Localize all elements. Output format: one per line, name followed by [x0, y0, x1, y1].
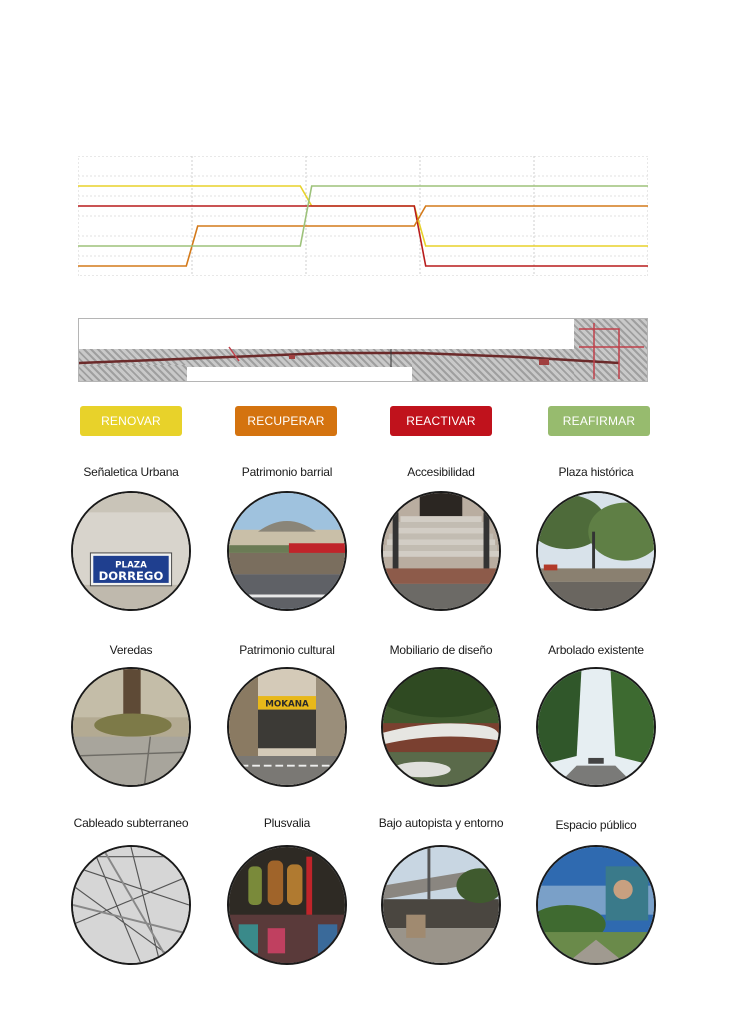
renovar-button[interactable]: RENOVAR [80, 406, 182, 436]
item-label-espacio-publico: Espacio público [555, 818, 637, 832]
photo-bajo-autopista [381, 845, 501, 965]
sign-mokana-text: MOKANA [265, 699, 309, 710]
sign-dorrego-text: DORREGO [98, 569, 164, 583]
photo-arbolado [536, 667, 656, 787]
photo-plusvalia [227, 845, 347, 965]
item-label-bajo-autopista: Bajo autopista y entorno [378, 816, 504, 830]
line-chart [78, 156, 648, 276]
photo-patrimonio-barrial [227, 491, 347, 611]
item-label-cableado: Cableado subterraneo [73, 816, 189, 830]
reactivar-button[interactable]: REACTIVAR [390, 406, 492, 436]
item-label-patrimonio-barrial: Patrimonio barrial [241, 465, 333, 479]
item-label-patrimonio-cultural: Patrimonio cultural [239, 643, 335, 657]
photo-patrimonio-cultural [227, 667, 347, 787]
item-label-veredas: Veredas [109, 643, 153, 657]
route-map [78, 318, 648, 382]
item-label-senaletica: Señaletica Urbana [83, 465, 179, 479]
item-label-mobiliario: Mobiliario de diseño [389, 643, 493, 657]
route-line [79, 319, 648, 382]
photo-veredas [71, 667, 191, 787]
photo-mobiliario [381, 667, 501, 787]
photo-cableado [71, 845, 191, 965]
item-label-plaza-historica: Plaza histórica [558, 465, 634, 479]
recuperar-button[interactable]: RECUPERAR [235, 406, 337, 436]
photo-accesibilidad [381, 491, 501, 611]
item-label-accesibilidad: Accesibilidad [407, 465, 475, 479]
photo-senaletica [71, 491, 191, 611]
item-label-arbolado: Arbolado existente [548, 643, 644, 657]
sign-plaza-text: PLAZA [115, 560, 147, 571]
photo-espacio-publico [536, 845, 656, 965]
reafirmar-button[interactable]: REAFIRMAR [548, 406, 650, 436]
photo-plaza-historica [536, 491, 656, 611]
item-label-plusvalia: Plusvalia [263, 816, 311, 830]
